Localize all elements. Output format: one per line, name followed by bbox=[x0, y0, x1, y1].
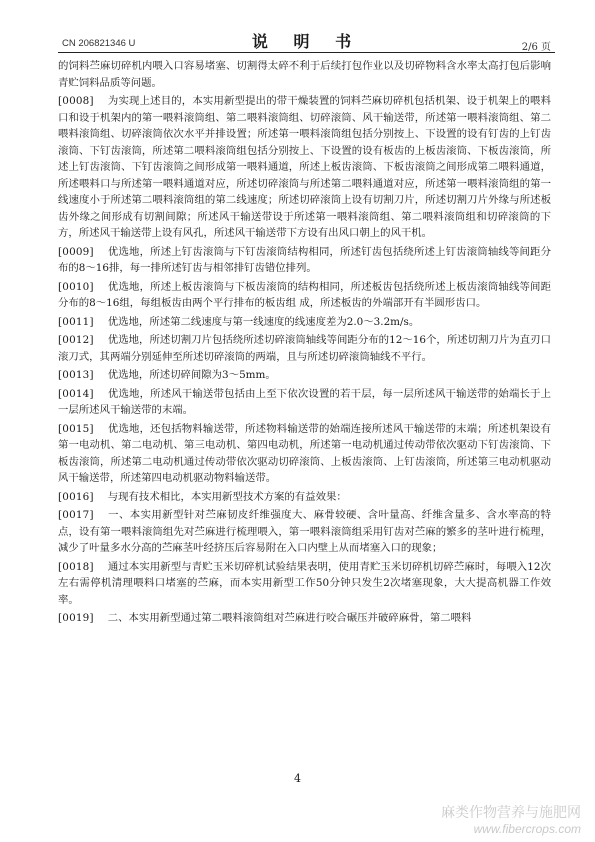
paragraph-text: 优选地，所述风干输送带包括由上至下依次设置的若干层，每一层所述风干输送带的始端长于上一层所述风干输送带的末端。 bbox=[58, 387, 551, 416]
paragraph-number: [0010] bbox=[58, 280, 94, 293]
page-indicator: 2/6 页 bbox=[521, 42, 551, 53]
paragraph-text: 优选地，所述切碎间隙为3～5mm。 bbox=[107, 369, 276, 381]
paragraph-number: [0012] bbox=[58, 334, 94, 346]
paragraph bbox=[58, 610, 551, 627]
watermark-url: www.fibercrops.com bbox=[473, 822, 581, 836]
paragraph bbox=[58, 244, 551, 277]
paragraph-text: 优选地，所述上板齿滚筒与下板齿滚筒的结构相同，所述板齿包括绕所述上板齿滚筒轴线等间距分布的8～16组，每组板齿由两个平行排布的板齿组 成，所述板齿的外端部开有半圆形齿口。 bbox=[58, 280, 551, 309]
paragraph-number: [0013] bbox=[58, 369, 94, 381]
paragraph bbox=[58, 314, 551, 331]
paragraph-number: [0017] bbox=[58, 509, 94, 521]
paragraph-text: 优选地，所述第二线速度与第一线速度的线速度差为2.0～3.2m/s。 bbox=[107, 315, 420, 328]
paragraph-text: 二、本实用新型通过第二喂料滚筒组对苎麻进行咬合碾压并破碎麻骨，第二喂料 bbox=[107, 612, 472, 624]
site-watermark bbox=[441, 802, 581, 836]
page-number: 4 bbox=[294, 772, 301, 785]
paragraph bbox=[58, 559, 551, 609]
paragraph-number: [0009] bbox=[58, 245, 94, 258]
paragraph-text: 通过本实用新型与青贮玉米切碎机试验结果表明，使用青贮玉米切碎机切碎苎麻时，每喂入12次左右需停机清理喂料口堵塞的苎麻，而本实用新型工作50分钟只发生2次堵塞现象，大大提高机器工作效率。 bbox=[58, 560, 551, 606]
document-title: 说 明 书 bbox=[251, 32, 362, 51]
paragraph bbox=[58, 386, 551, 419]
paragraph bbox=[58, 332, 551, 365]
paragraph-number: [0014] bbox=[58, 387, 94, 400]
page-header bbox=[58, 26, 555, 53]
paragraph bbox=[58, 279, 551, 312]
paragraph-text: 优选地，还包括物料输送带，所述物料输送带的始端连接所述风干输送带的末端；所述机架设有第一电动机、第二电动机、第三电动机、第四电动机，所述第一电动机通过传动带依次驱动下钉齿滚筒、下板齿滚筒，所述第二电动机通过传动带依次驱动切碎滚筒、上板齿滚筒、上钉齿滚筒，所述第三电动机驱动风干输送带，所述第四电动机驱动物料输送带。 bbox=[58, 422, 551, 484]
paragraph-text: 一、本实用新型针对苎麻韧皮纤维强度大、麻骨较硬、含叶量高、纤维含量多、含水率高的特点，设有第一喂料滚筒组先对苎麻进行梳理喂入，第一喂料滚筒组采用钉齿对苎麻的繁多的茎叶进行梳理，减少了叶量多水分高的苎麻茎叶经挤压后容易附在入口内壁上从而堵塞入口的现象； bbox=[58, 509, 551, 554]
paragraph-number: [0018] bbox=[58, 560, 94, 573]
paragraph bbox=[58, 93, 551, 242]
watermark-text: 麻类作物营养与施肥网 bbox=[441, 804, 581, 820]
paragraph-number: [0015] bbox=[58, 422, 94, 435]
paragraph bbox=[58, 421, 551, 487]
paragraph-number: [0019] bbox=[58, 612, 94, 624]
paragraph bbox=[58, 489, 551, 506]
paragraph-text: 与现有技术相比，本实用新型技术方案的有益效果： bbox=[107, 490, 347, 503]
publication-number: CN 206821346 U bbox=[62, 38, 136, 49]
paragraph-number: [0016] bbox=[58, 490, 94, 503]
paragraph-number: [0008] bbox=[58, 95, 94, 107]
paragraph-text: 优选地，所述切割刀片包括绕所述切碎滚筒轴线等间距分布的12～16个，所述切割刀片为直刃口滚刀式，其两端分别延伸至所述切碎滚筒的两端，且与所述切碎滚筒轴线不平行。 bbox=[58, 334, 551, 363]
paragraph bbox=[58, 367, 551, 384]
paragraph-text: 的饲料苎麻切碎机内喂入口容易堵塞、切割得太碎不利于后续打包作业以及切碎物料含水率太高打包后影响青贮饲料品质等问题。 bbox=[58, 60, 551, 89]
paragraph-text: 为实现上述目的，本实用新型提出的带干燥装置的饲料苎麻切碎机包括机架、设于机架上的喂料口和设于机架内的第一喂料滚筒组、第二喂料滚筒组、切碎滚筒、风干输送带，所述第一喂料滚筒组、第二喂料滚筒组、切碎滚筒依次水平并排设置；所述第一喂料滚筒组包括分别按上、下设置的设有钉齿的上钉齿滚筒、下钉齿滚筒，所述第二喂料滚筒组包括分别按上、下设置的设有板齿的上板齿滚筒、下板齿滚筒，所述上钉齿滚筒、下钉齿滚筒之间形成第一喂料通道，所述上板齿滚筒、下板齿滚筒之间形成第二喂料通道，所述喂料口与所述第一喂料通道对应，所述切碎滚筒与所述第二喂料通道对应，所述第一喂料滚筒组的第一线速度小于所述第二喂料滚筒组的第二线速度；所述切碎滚筒上设有切割刀片，所述切割刀片外缘与所述板齿外缘之间形成有切割间隙；所述风干输送带设于所述第一喂料滚筒组、第二喂料滚筒组和切碎滚筒的下方，所述风干输送带上设有风孔，所述风干输送带下方设有出风口朝上的风干机。 bbox=[58, 95, 551, 239]
paragraph bbox=[58, 58, 551, 91]
paragraph-text: 优选地，所述上钉齿滚筒与下钉齿滚筒结构相同，所述钉齿包括绕所述上钉齿滚筒轴线等间距分布的8～16排，每一排所述钉齿与相邻排钉齿错位排列。 bbox=[58, 245, 551, 274]
paragraph bbox=[58, 507, 551, 557]
document-body bbox=[58, 58, 551, 629]
paragraph-number: [0011] bbox=[58, 315, 94, 328]
